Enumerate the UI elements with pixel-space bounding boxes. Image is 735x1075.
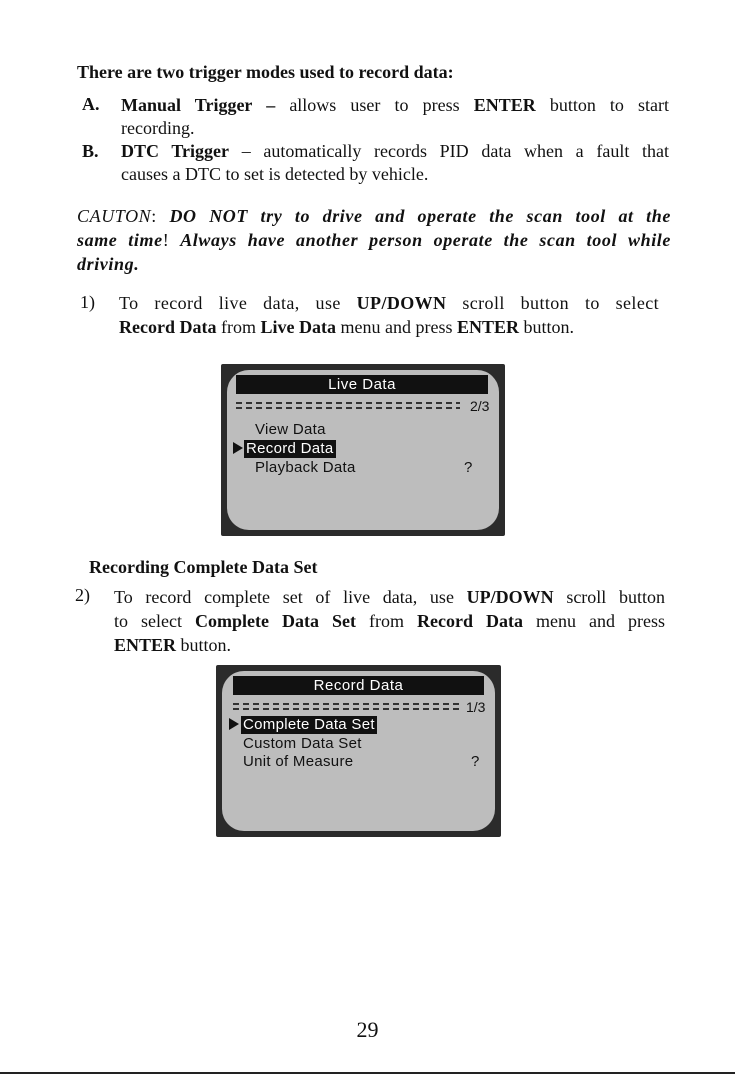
step-2-number: 2) [75, 585, 90, 605]
menu-item-unit-of-measure[interactable]: Unit of Measure [243, 753, 354, 770]
step-2-to-select: to select [114, 611, 182, 631]
caution-label: CAUTON [77, 206, 152, 226]
item-b-letter: B. [82, 141, 99, 161]
caution-part2a: same time [77, 230, 163, 250]
caution-colon: : [151, 206, 157, 226]
item-b-line1-rest: – automatically records PID data when a fault that [241, 141, 669, 161]
page-number: 29 [356, 1017, 379, 1042]
selection-arrow-icon [229, 718, 239, 730]
step-2-l1a: To record complete set of live data, use [114, 587, 454, 607]
item-a-title: Manual Trigger – [121, 95, 276, 115]
caution-line1 [77, 204, 671, 228]
help-icon: ? [464, 459, 473, 476]
live-data-page-indicator: 2/3 [470, 398, 490, 414]
step-1-enter: ENTER [456, 317, 519, 337]
live-data-screen-title: Live Data [236, 375, 488, 394]
menu-item-custom-data-set[interactable]: Custom Data Set [243, 735, 362, 752]
item-a-line2: recording. [121, 118, 195, 138]
step-2-line3 [114, 633, 665, 657]
item-b-text [121, 140, 669, 186]
step-1-text [119, 291, 659, 339]
step-2-enter: ENTER [114, 635, 177, 655]
step-1-from: from [220, 317, 256, 337]
step-1-button: button. [523, 317, 574, 337]
step-1-l1a: To record live data, use [119, 293, 341, 313]
item-a-letter: A. [82, 94, 100, 114]
caution-part2b: Always have another person operate the scan tool while [180, 230, 671, 250]
step-1-number: 1) [80, 292, 95, 312]
step-1-menu-and-press: menu and press [340, 317, 453, 337]
step-2-text [114, 585, 665, 657]
menu-item-record-data[interactable]: Record Data [246, 440, 334, 457]
caution-note [77, 204, 671, 276]
item-a-line1 [121, 94, 669, 117]
live-data-divider [236, 402, 460, 409]
menu-item-playback-data[interactable]: Playback Data [255, 459, 356, 476]
step-1-line2 [119, 315, 659, 339]
record-data-display [222, 671, 495, 831]
step-2-updown: UP/DOWN [466, 587, 554, 607]
step-1-updown: UP/DOWN [356, 293, 447, 313]
record-data-screen [216, 665, 501, 837]
step-2-line1 [114, 585, 665, 609]
item-a-line1-tail: button to start [549, 95, 670, 115]
help-icon: ? [471, 753, 480, 770]
step-1-record-data: Record Data [119, 317, 217, 337]
step-2-complete-data-set: Complete Data Set [195, 611, 356, 631]
record-data-divider [233, 703, 459, 710]
record-data-screen-title: Record Data [233, 676, 484, 695]
caution-exclamation: ! [162, 230, 170, 250]
live-data-display [227, 370, 499, 530]
step-1-l1c: scroll button to select [462, 293, 660, 313]
record-data-page-indicator: 1/3 [466, 699, 486, 715]
step-2-record-data: Record Data [417, 611, 523, 631]
menu-item-view-data[interactable]: View Data [255, 421, 326, 438]
step-2-button: button. [180, 635, 232, 655]
bottom-rule [0, 1072, 735, 1074]
intro-heading: There are two trigger modes used to record data: [77, 62, 454, 82]
step-2-menu-and-press: menu and press [536, 611, 666, 631]
step-2-from: from [369, 611, 404, 631]
step-1-line1 [119, 291, 659, 315]
item-a-text [121, 94, 669, 140]
step-1-live-data: Live Data [260, 317, 336, 337]
item-b-line1 [121, 140, 669, 163]
item-b-line2: causes a DTC to set is detected by vehicle. [121, 164, 429, 184]
item-a-enter-key: ENTER [473, 95, 536, 115]
selection-arrow-icon [233, 442, 243, 454]
menu-item-complete-data-set[interactable]: Complete Data Set [243, 716, 375, 733]
item-b-title: DTC Trigger [121, 141, 229, 161]
section-title-recording-complete: Recording Complete Data Set [89, 557, 318, 577]
live-data-screen [221, 364, 505, 536]
item-a-line1-rest: allows user to press [289, 95, 460, 115]
step-2-l1c: scroll button [566, 587, 665, 607]
step-2-line2 [114, 609, 665, 633]
caution-line2 [77, 228, 671, 252]
caution-part1: DO NOT try to drive and operate the scan tool at the [169, 206, 671, 226]
caution-line3: driving. [77, 254, 140, 274]
